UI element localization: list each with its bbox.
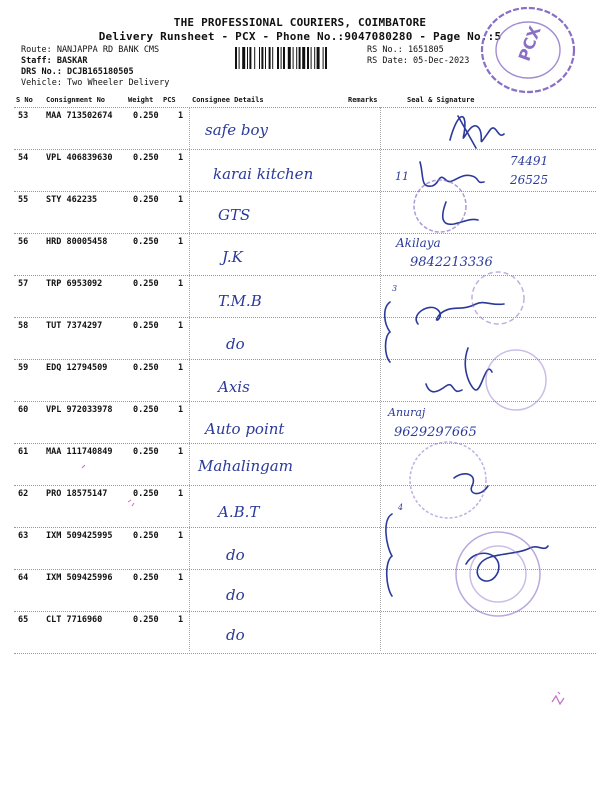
bracket-number: 3 bbox=[392, 284, 398, 293]
col-header-sno: S No bbox=[16, 96, 33, 104]
row-sno: 63 bbox=[18, 531, 29, 541]
row-consignment-no: TRP 6953092 bbox=[46, 279, 103, 289]
remark-handwriting: 11 bbox=[395, 170, 409, 183]
row-pcs: 1 bbox=[178, 195, 184, 205]
col-header-weight: Weight bbox=[128, 96, 154, 104]
row-pcs: 1 bbox=[178, 573, 184, 583]
remark-handwriting: 9629297665 bbox=[394, 425, 477, 440]
row-consignment-no: VPL 406839630 bbox=[46, 153, 113, 163]
stray-marks bbox=[548, 688, 572, 712]
row-weight: 0.250 bbox=[133, 321, 159, 331]
consignee-handwriting: do bbox=[226, 546, 245, 564]
consignee-handwriting: J.K bbox=[222, 248, 243, 266]
row-sno: 62 bbox=[18, 489, 29, 499]
row-pcs: 1 bbox=[178, 279, 184, 289]
row-weight: 0.250 bbox=[133, 153, 159, 163]
row-weight: 0.250 bbox=[133, 237, 159, 247]
row-consignment-no: VPL 972033978 bbox=[46, 405, 113, 415]
row-sno: 58 bbox=[18, 321, 29, 331]
row-sno: 60 bbox=[18, 405, 29, 415]
row-pcs: 1 bbox=[178, 111, 184, 121]
row-pcs: 1 bbox=[178, 237, 184, 247]
row-weight: 0.250 bbox=[133, 489, 159, 499]
page-subtitle: Delivery Runsheet - PCX - Phone No.:9047080280 - Page No.:5 bbox=[98, 30, 502, 43]
rs-date: RS Date: 05-Dec-2023 bbox=[367, 56, 470, 66]
consignee-handwriting: GTS bbox=[218, 206, 251, 224]
row-pcs: 1 bbox=[178, 489, 184, 499]
consignee-handwriting: karai kitchen bbox=[213, 165, 314, 183]
row-weight: 0.250 bbox=[133, 195, 159, 205]
row-consignment-no: STY 462235 bbox=[46, 195, 98, 205]
row-sno: 65 bbox=[18, 615, 29, 625]
remark-handwriting: Akilaya bbox=[396, 236, 441, 250]
remark-handwriting: Anuraj bbox=[388, 406, 426, 419]
col-header-seal: Seal & Signature bbox=[407, 96, 475, 104]
runsheet-meta-left bbox=[21, 45, 169, 89]
page-title: THE PROFESSIONAL COURIERS, COIMBATORE bbox=[173, 16, 427, 29]
row-pcs: 1 bbox=[178, 363, 184, 373]
row-consignment-no: MAA 713502674 bbox=[46, 111, 113, 121]
row-consignment-no: EDQ 12794509 bbox=[46, 363, 108, 373]
row-weight: 0.250 bbox=[133, 573, 159, 583]
row-sno: 57 bbox=[18, 279, 29, 289]
bracket-number: 4 bbox=[398, 503, 404, 512]
row-sno: 56 bbox=[18, 237, 29, 247]
row-sno: 64 bbox=[18, 573, 29, 583]
consignee-handwriting: Auto point bbox=[205, 420, 285, 438]
stamp-label: PCX bbox=[514, 23, 545, 64]
consignee-handwriting: safe boy bbox=[205, 121, 268, 139]
consignee-handwriting: do bbox=[226, 586, 245, 604]
remark-handwriting: 74491 bbox=[510, 154, 549, 168]
consignee-handwriting: do bbox=[226, 626, 245, 644]
row-pcs: 1 bbox=[178, 615, 184, 625]
row-weight: 0.250 bbox=[133, 363, 159, 373]
row-weight: 0.250 bbox=[133, 447, 159, 457]
remark-handwriting: 26525 bbox=[510, 173, 549, 187]
row-pcs: 1 bbox=[178, 447, 184, 457]
route-text: Route: NANJAPPA RD BANK CMS bbox=[21, 45, 160, 55]
runsheet-meta-right bbox=[367, 45, 469, 67]
consignee-handwriting: A.B.T bbox=[218, 503, 260, 521]
row-pcs: 1 bbox=[178, 321, 184, 331]
consignee-handwriting: do bbox=[226, 335, 245, 353]
row-weight: 0.250 bbox=[133, 111, 159, 121]
rs-number: RS No.: 1651805 bbox=[367, 45, 444, 55]
row-weight: 0.250 bbox=[133, 531, 159, 541]
consignee-handwriting: T.M.B bbox=[218, 292, 262, 310]
row-pcs: 1 bbox=[178, 153, 184, 163]
pcx-stamp bbox=[476, 4, 584, 100]
row-pcs: 1 bbox=[178, 531, 184, 541]
remark-handwriting: 9842213336 bbox=[410, 255, 493, 270]
row-consignment-no: MAA 111740849 bbox=[46, 447, 113, 457]
col-header-remarks: Remarks bbox=[348, 96, 378, 104]
barcode bbox=[235, 47, 361, 69]
col-header-consignment: Consignment No bbox=[46, 96, 106, 104]
row-consignment-no: HRD 80005458 bbox=[46, 237, 108, 247]
row-consignment-no: PRO 18575147 bbox=[46, 489, 108, 499]
signature-area bbox=[380, 100, 595, 660]
row-consignment-no: CLT 7716960 bbox=[46, 615, 103, 625]
row-consignment-no: TUT 7374297 bbox=[46, 321, 103, 331]
row-sno: 55 bbox=[18, 195, 29, 205]
row-weight: 0.250 bbox=[133, 405, 159, 415]
consignee-handwriting: Mahalingam bbox=[198, 457, 293, 475]
consignee-handwriting: Axis bbox=[218, 378, 250, 396]
vehicle-text: Vehicle: Two Wheeler Delivery bbox=[21, 78, 170, 88]
row-weight: 0.250 bbox=[133, 279, 159, 289]
row-weight: 0.250 bbox=[133, 615, 159, 625]
row-sno: 59 bbox=[18, 363, 29, 373]
row-sno: 53 bbox=[18, 111, 29, 121]
row-consignment-no: IXM 509425995 bbox=[46, 531, 113, 541]
drs-text: DRS No.: DCJB165180505 bbox=[21, 67, 134, 77]
row-consignment-no: IXM 509425996 bbox=[46, 573, 113, 583]
row-sno: 54 bbox=[18, 153, 29, 163]
col-header-consignee: Consignee Details bbox=[192, 96, 264, 104]
row-sno: 61 bbox=[18, 447, 29, 457]
col-header-pcs: PCS bbox=[163, 96, 176, 104]
row-pcs: 1 bbox=[178, 405, 184, 415]
stray-marks bbox=[80, 462, 140, 512]
staff-text: Staff: BASKAR bbox=[21, 56, 88, 66]
